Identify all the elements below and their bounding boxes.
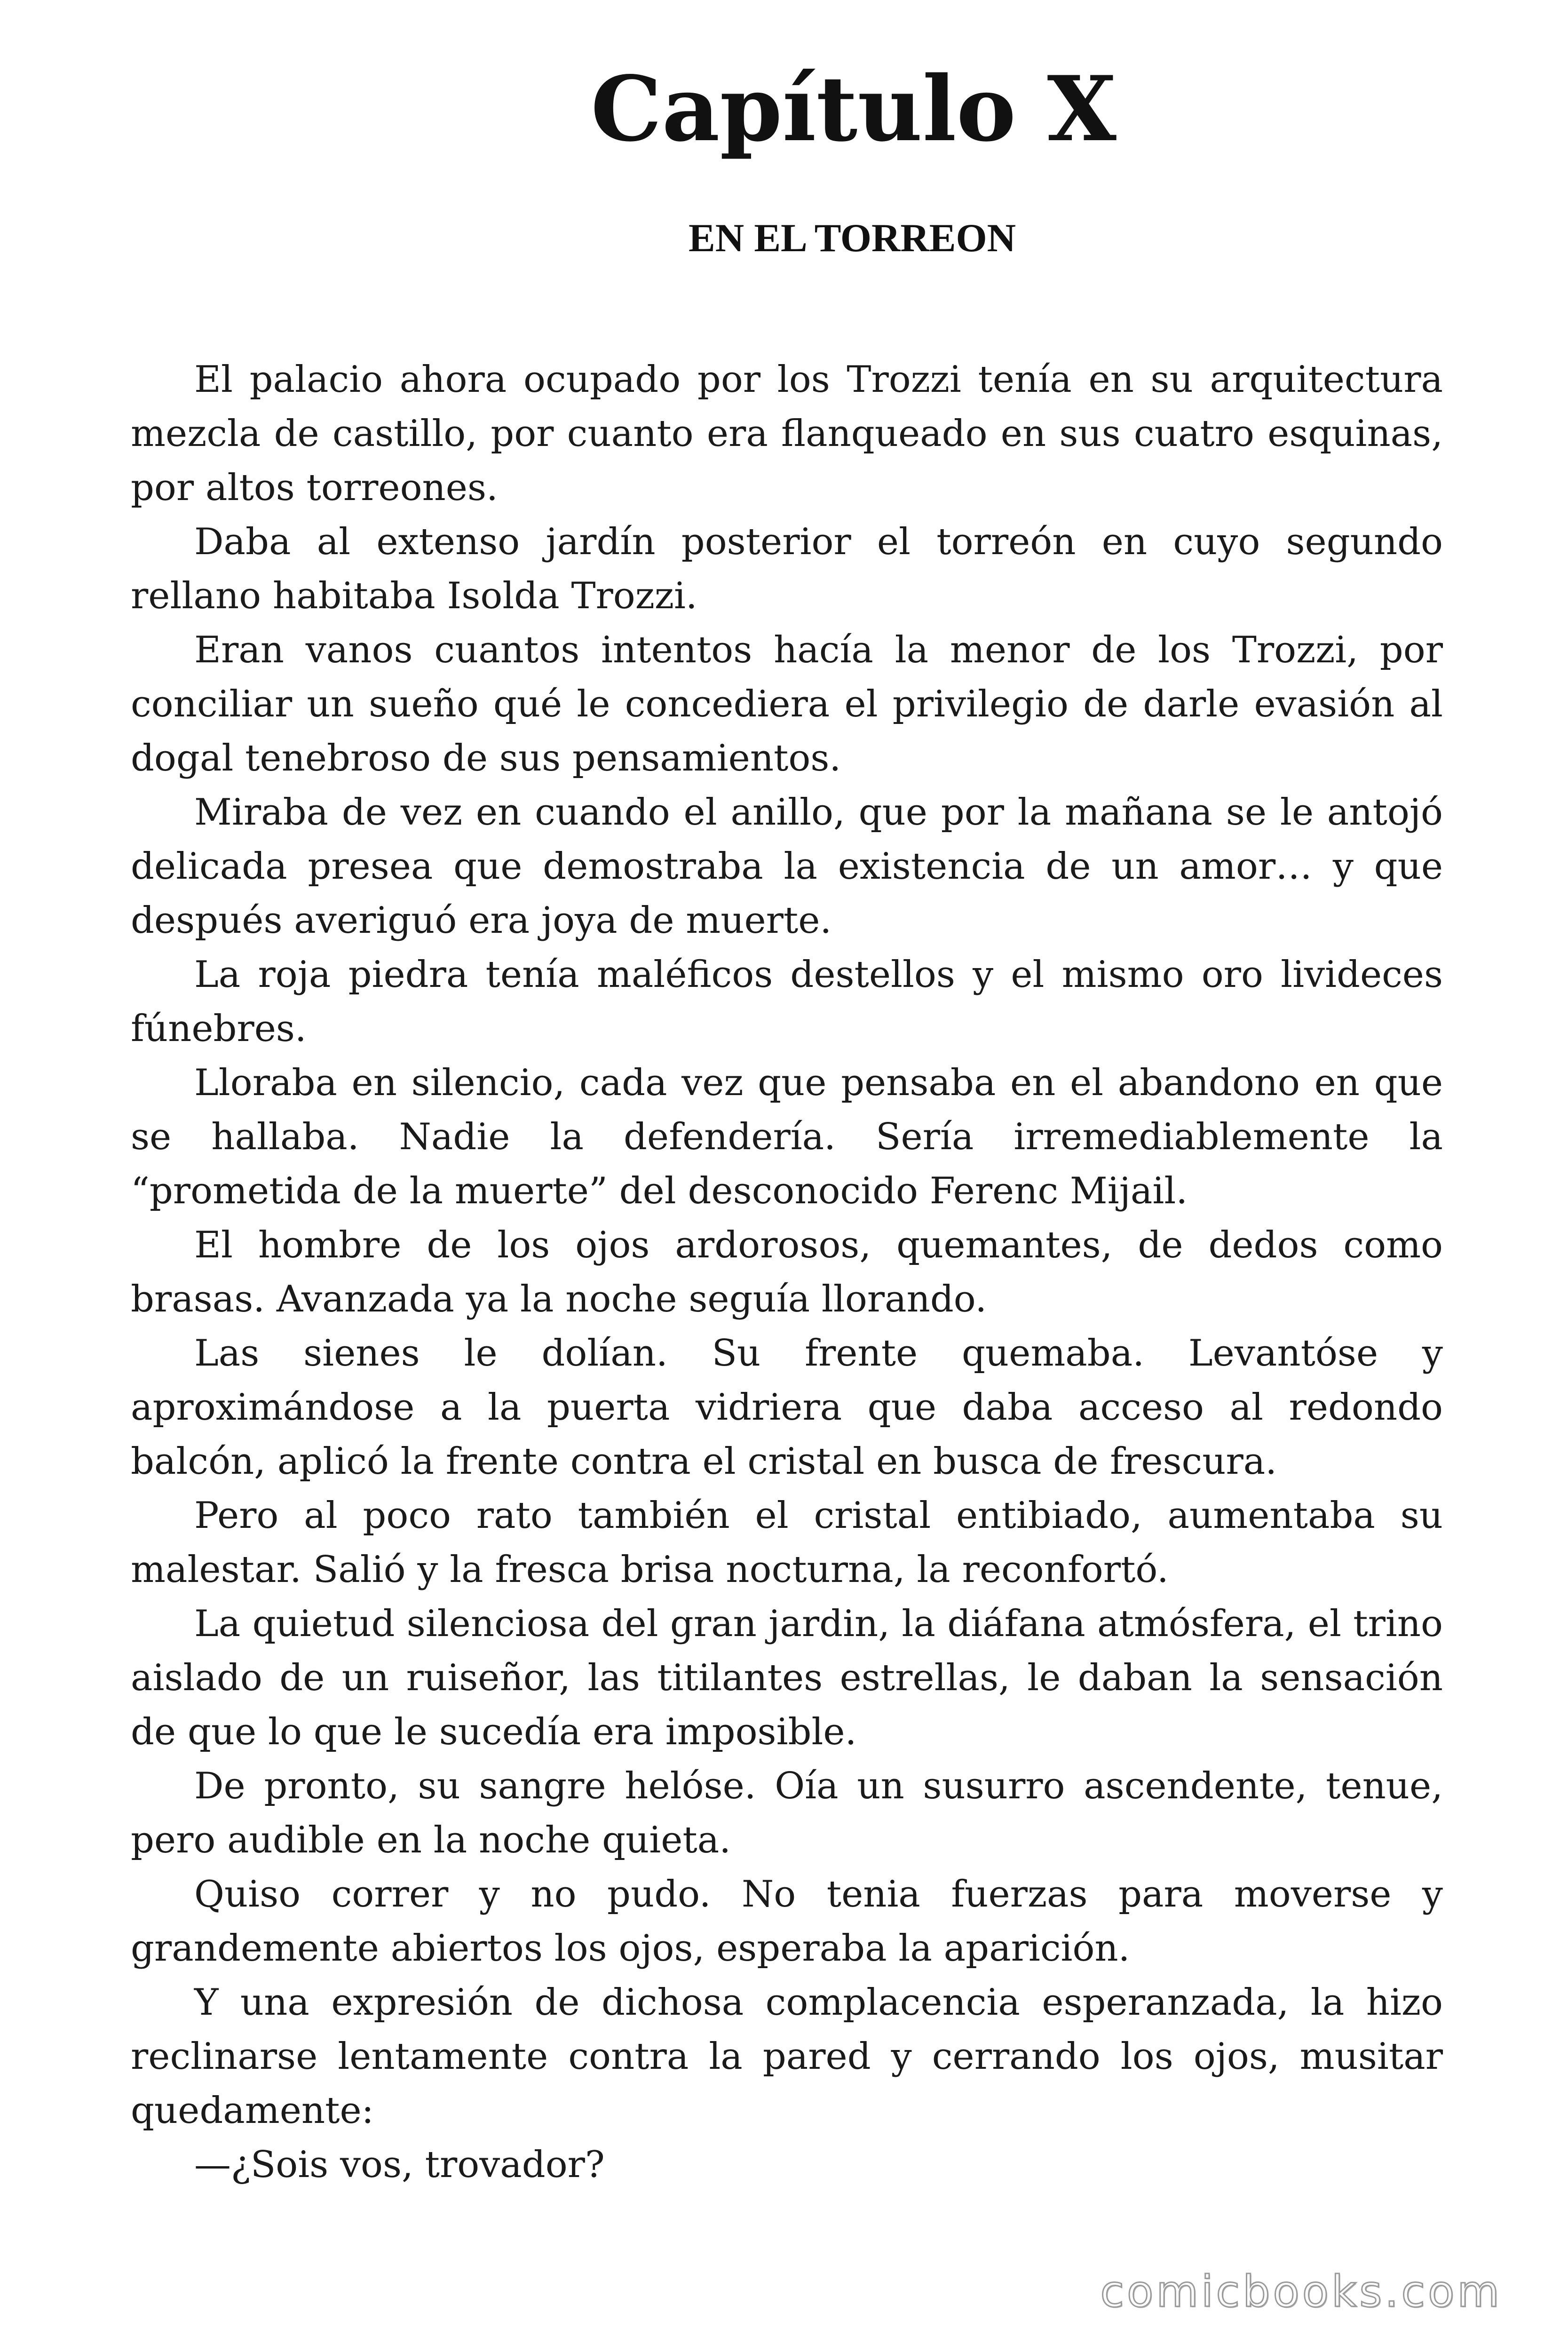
paragraph: Y una expresión de dichosa complacencia esperanzada, la hizo reclinarse lentamente contra la pared y cerrando los ojos, musitar quedamente: (131, 1981, 1443, 2132)
paragraph: El hombre de los ojos ardorosos, quemantes, de dedos como brasas. Avanzada ya la noche seguía llorando. (131, 1224, 1443, 1320)
paragraph: Las sienes le dolían. Su frente quemaba. Levantóse y aproximándose a la puerta vidriera que daba acceso al redondo balcón, aplicó la frente contra el cristal en busca de frescura. (131, 1332, 1443, 1483)
paragraph: Miraba de vez en cuando el anillo, que por la mañana se le antojó delicada presea que demostraba la existencia de un amor… y que después averiguó era joya de muerte. (131, 791, 1443, 942)
paragraph: El palacio ahora ocupado por los Trozzi tenía en su arquitectura mezcla de castillo, por cuanto era flanqueado en sus cuatro esquinas, por altos torreones. (131, 358, 1443, 509)
paragraph: —¿Sois vos, trovador? (194, 2144, 605, 2186)
paragraph: De pronto, su sangre helóse. Oía un susurro ascendente, tenue, pero audible en la noche quieta. (131, 1765, 1443, 1861)
paragraph: La roja piedra tenía maléficos destellos y el mismo oro livideces fúnebres. (131, 954, 1443, 1050)
paragraph: Pero al poco rato también el cristal entibiado, aumentaba su malestar. Salió y la fresca brisa nocturna, la reconfortó. (131, 1494, 1443, 1591)
chapter-title: Capítulo X (591, 56, 1117, 161)
paragraph: Eran vanos cuantos intentos hacía la menor de los Trozzi, por conciliar un sueño qué le concediera el privilegio de darle evasión al dogal tenebroso de sus pensamientos. (131, 629, 1443, 779)
chapter-subtitle: EN EL TORREON (689, 216, 1016, 260)
paragraph: Lloraba en silencio, cada vez que pensaba en el abandono en que se hallaba. Nadie la defendería. Sería irremediablemente la “prometida de la muerte” del desconocido Ferenc Mijail. (131, 1062, 1443, 1212)
chapter-body (131, 353, 1443, 2192)
paragraph: Quiso correr y no pudo. No tenia fuerzas para moverse y grandemente abiertos los ojos, esperaba la aparición. (131, 1873, 1443, 1970)
watermark-text: comicbooks.com (1100, 2266, 1502, 2317)
paragraph: La quietud silenciosa del gran jardin, la diáfana atmósfera, el trino aislado de un ruiseñor, las titilantes estrellas, le daban la sensación de que lo que le sucedía era imposible. (131, 1603, 1443, 1753)
paragraph: Daba al extenso jardín posterior el torreón en cuyo segundo rellano habitaba Isolda Trozzi. (131, 521, 1443, 617)
